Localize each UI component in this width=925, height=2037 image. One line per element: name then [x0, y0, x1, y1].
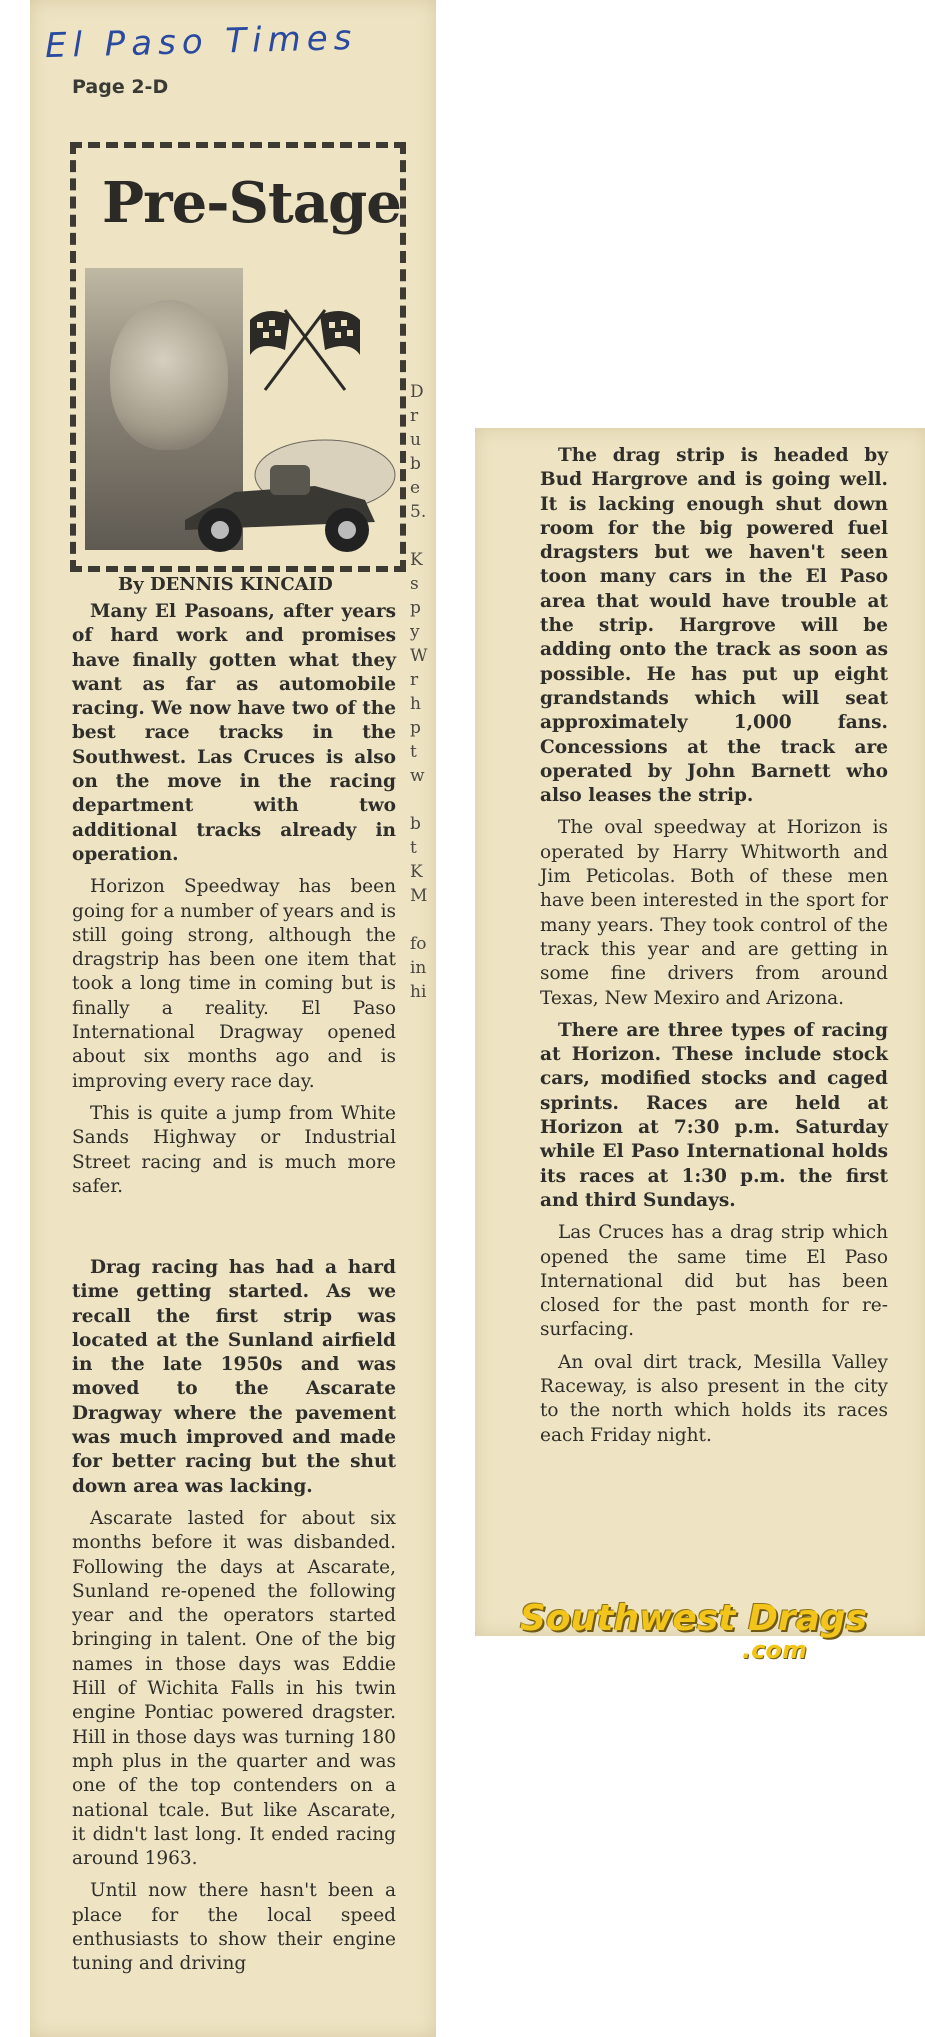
byline: By DENNIS KINCAID: [118, 574, 333, 595]
adjacent-column-fragment: [410, 380, 436, 1004]
author-face: [110, 300, 228, 450]
paragraph: This is quite a jump from White Sands Highway or Industrial Street racing and is much more safer.: [72, 1102, 396, 1197]
fragment-line: r: [410, 670, 419, 690]
paragraph: Las Cruces has a drag strip which opened the same time El Paso International did but has been closed for the past month for re-surfacing.: [540, 1222, 888, 1341]
paragraph: Until now there hasn't been a place for the local speed enthusiasts to show their engine tuning and driving: [72, 1880, 396, 1975]
fragment-line: h: [410, 694, 421, 714]
site-logo-domain: .com: [742, 1636, 807, 1664]
fragment-line: K: [410, 862, 423, 882]
race-car-icon: [175, 430, 400, 560]
fragment-line: K: [410, 550, 423, 570]
fragment-line: t: [410, 742, 417, 762]
fragment-line: [410, 524, 436, 548]
paragraph: There are three types of racing at Horizon. These include stock cars, modified stocks and caged sprints. Races are held at Horizon at 7:30 p.m. Saturday while El Paso International holds its races at 1:30 p.m. the first and third Sundays.: [540, 1019, 888, 1211]
checkered-flags-icon: [245, 290, 365, 400]
fragment-line: fo: [410, 934, 427, 954]
fragment-line: D: [410, 382, 424, 402]
fragment-line: s: [410, 574, 419, 594]
fragment-line: p: [410, 598, 421, 618]
paragraph: The drag strip is headed by Bud Hargrove and is going well. It is lacking enough shut down room for the big powered fuel dragsters but we haven't seen toon many cars in the El Paso area that would have trouble at the strip. Hargrove will be adding onto the track as soon as possible. He has put up eight grandstands which will seat approximately 1,000 fans. Concessions at the track are operated by John Barnett who also leases the strip.: [540, 445, 888, 807]
fragment-line: 5.: [410, 502, 427, 522]
fragment-line: in: [410, 958, 427, 978]
paragraph: Drag racing has had a hard time getting started. As we recall the first strip was located at the Sunland airfield in the late 1950s and was moved to the Ascarate Dragway where the pavement was much improved and made for better racing but the shut down area was lacking.: [72, 1257, 396, 1497]
fragment-line: [410, 908, 436, 932]
paragraph: An oval dirt track, Mesilla Valley Raceway, is also present in the city to the north which holds its races each Friday night.: [540, 1351, 888, 1446]
fragment-line: b: [410, 814, 421, 834]
fragment-line: M: [410, 886, 428, 906]
article-right-column: [540, 444, 888, 1456]
paragraph: The oval speedway at Horizon is operated by Harry Whitworth and Jim Peticolas. Both of these men have been interested in the sport for many years. They took control of the track this year and are getting in some fine drivers from around Texas, New Mexiro and Arizona.: [540, 817, 888, 1009]
fragment-line: t: [410, 838, 417, 858]
fragment-line: p: [410, 718, 421, 738]
fragment-line: hi: [410, 982, 427, 1002]
article-left-column-continued: [72, 1256, 396, 1985]
article-left-column: [72, 600, 396, 1207]
paragraph: Ascarate lasted for about six months before it was disbanded. Following the days at Ascarate, Sunland re-opened the following year and the operators started bringing in talent. One of the big names in those days was Eddie Hill of Wichita Falls in his twin engine Pontiac powered dragster. Hill in those days was turning 180 mph plus in the quarter and was one of the top contenders on a national tcale. But like Ascarate, it didn't last long. It ended racing around 1963.: [72, 1507, 396, 1870]
fragment-line: e: [410, 478, 421, 498]
fragment-line: [410, 788, 436, 812]
fragment-line: w: [410, 766, 425, 786]
handwritten-source: El Paso Times: [44, 17, 358, 67]
fragment-line: y: [410, 622, 420, 642]
fragment-line: b: [410, 454, 421, 474]
column-title: Pre-Stage: [102, 170, 401, 236]
paragraph: Many El Pasoans, after years of hard work and promises have finally gotten what they want as far as automobile racing. We now have two of the best race tracks in the Southwest. Las Cruces is also on the move in the racing department with two additional tracks already in operation.: [72, 601, 396, 865]
fragment-line: W: [410, 646, 428, 666]
fragment-line: u: [410, 430, 421, 450]
fragment-line: r: [410, 406, 419, 426]
page-label: Page 2-D: [72, 76, 169, 98]
site-logo: Southwest Drags: [520, 1598, 868, 1639]
paragraph: Horizon Speedway has been going for a number of years and is still going strong, although the dragstrip has been one item that took a long time in coming but is finally a reality. El Paso International Dragway opened about six months ago and is improving every race day.: [72, 876, 396, 1092]
